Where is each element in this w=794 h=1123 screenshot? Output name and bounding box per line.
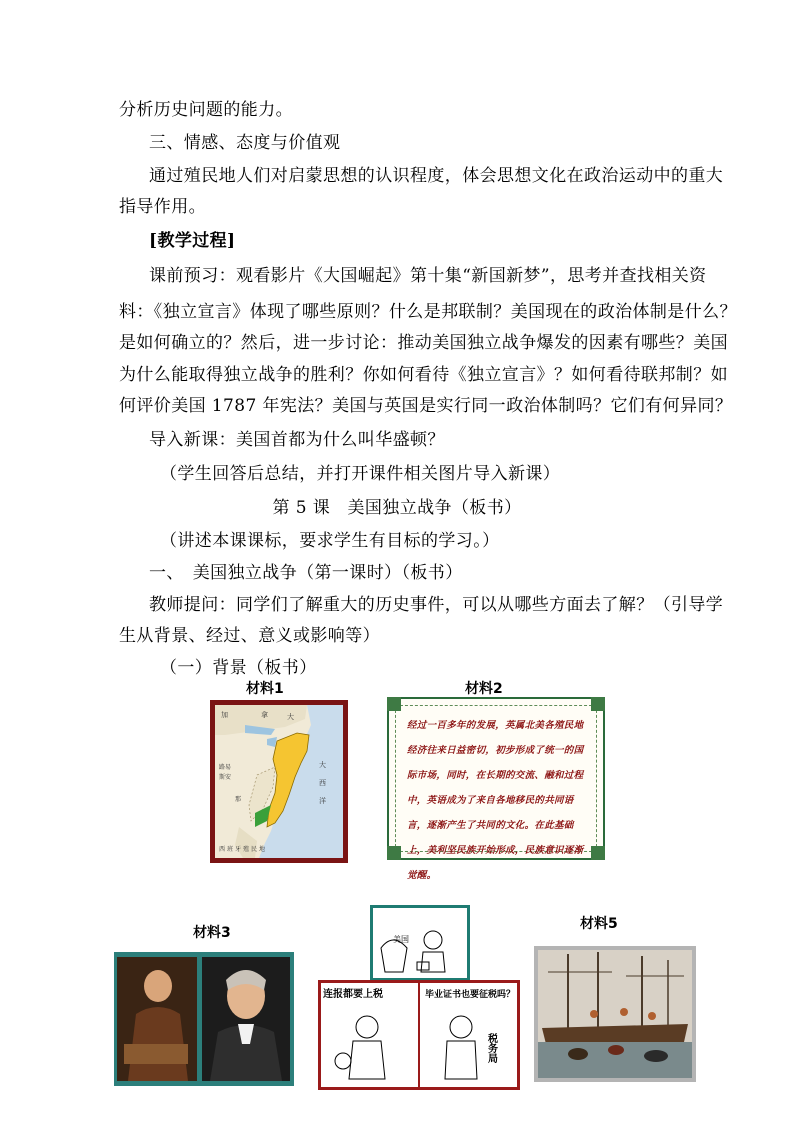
para-line-8: 是如何确立的？然后，进一步讨论：推动美国独立战争爆发的因素有哪些？美国: [119, 333, 728, 353]
material-1-map: [210, 700, 348, 863]
portraits-image: [114, 952, 294, 1086]
map-label: 牙: [235, 846, 242, 853]
corner-ornament: [387, 697, 401, 711]
map-label: 易: [225, 764, 232, 771]
para-line-9: 为什么能取得独立战争的胜利？你如何看待《独立宣言》？如何看待联邦制？如: [119, 365, 728, 385]
para-line-7: 料：《独立宣言》体现了哪些原则？什么是邦联制？美国现在的政治体制是什么？: [119, 302, 737, 322]
material-3-caption: 材料3: [193, 925, 231, 941]
map-label: 民: [251, 846, 258, 853]
material-5-painting: [534, 946, 696, 1082]
para-line-18: （一）背景（板书）: [160, 658, 317, 678]
tea-party-painting: [538, 950, 692, 1078]
north-america-map: [215, 705, 343, 858]
material-5-caption: 材料5: [580, 916, 618, 932]
para-line-3: 通过殖民地人们对启蒙思想的认识程度，体会思想文化在政治运动中的重大: [149, 166, 724, 186]
map-label: 路: [219, 764, 226, 771]
map-label: 殖: [243, 846, 250, 853]
material-2-text: 经过一百多年的发展，英属北美各殖民地经济往来日益密切，初步形成了统一的国际市场，同时，在长期的交流、融和过程中，英语成为了来自各地移民的共同语言，逐渐产生了共同的文化。在此基础上，美利坚民族开始形成，民族意识逐渐觉醒。: [407, 720, 584, 881]
map-label: 拿: [261, 711, 268, 719]
para-line-10: 何评价美国 1787 年宪法？美国与英国是实行同一政治体制吗？它们有何异同？: [119, 396, 733, 416]
map-label: 大: [319, 761, 326, 769]
map-label: 西: [319, 779, 326, 787]
section-heading-3: 三、情感、态度与价值观: [149, 133, 341, 153]
map-label: 洋: [319, 797, 326, 805]
para-line-6: 课前预习：观看影片《大国崛起》第十集“新国新梦”，思考并查找相关资: [149, 266, 707, 286]
panel-label: 美国: [393, 935, 409, 944]
para-line-15: 一、 美国独立战争（第一课时）（板书）: [149, 563, 463, 583]
map-label: 大: [287, 713, 294, 721]
map-label: 加: [221, 711, 228, 719]
para-line-12: （学生回答后总结，并打开课件相关图片导入新课）: [160, 464, 561, 484]
cartoon-speech-left: 连报都要上税: [323, 989, 383, 1000]
para-line-4: 指导作用。: [119, 197, 206, 217]
corner-ornament: [591, 697, 605, 711]
cartoon-figure: [373, 908, 467, 978]
material-3-portraits: [114, 952, 294, 1086]
material-4-bottom-cartoon: [318, 980, 520, 1090]
para-line-1: 分析历史问题的能力。: [119, 100, 293, 120]
para-line-14: （讲述本课课标，要求学生有目标的学习。）: [160, 531, 500, 551]
map-label: 西: [219, 846, 226, 853]
material-1-caption: 材料1: [246, 681, 284, 697]
para-line-16: 教师提问：同学们了解重大的历史事件，可以从哪些方面去了解？（引导学: [149, 595, 724, 615]
lesson-title: 第 5 课 美国独立战争（板书）: [272, 498, 522, 518]
tax-cartoon: [321, 983, 517, 1087]
para-line-17: 生从背景、经过、意义或影响等）: [119, 626, 380, 646]
material-4-top-cartoon: [370, 905, 470, 981]
map-label: 地: [259, 846, 266, 853]
map-label: 班: [227, 846, 234, 853]
corner-ornament: [387, 846, 401, 860]
cartoon-speech-right: 毕业证书也要征税吗？: [425, 990, 516, 1000]
map-label: 那: [235, 796, 242, 803]
material-2-text-panel: [387, 697, 605, 881]
map-label: 斯: [219, 774, 226, 781]
tax-office-label: 税务局: [485, 1033, 497, 1063]
corner-ornament: [591, 846, 605, 860]
para-line-11: 导入新课：美国首都为什么叫华盛顿？: [149, 430, 445, 450]
map-label: 安: [225, 774, 232, 781]
material-2-caption: 材料2: [465, 681, 503, 697]
teaching-process-heading: [教学过程]: [149, 231, 236, 251]
